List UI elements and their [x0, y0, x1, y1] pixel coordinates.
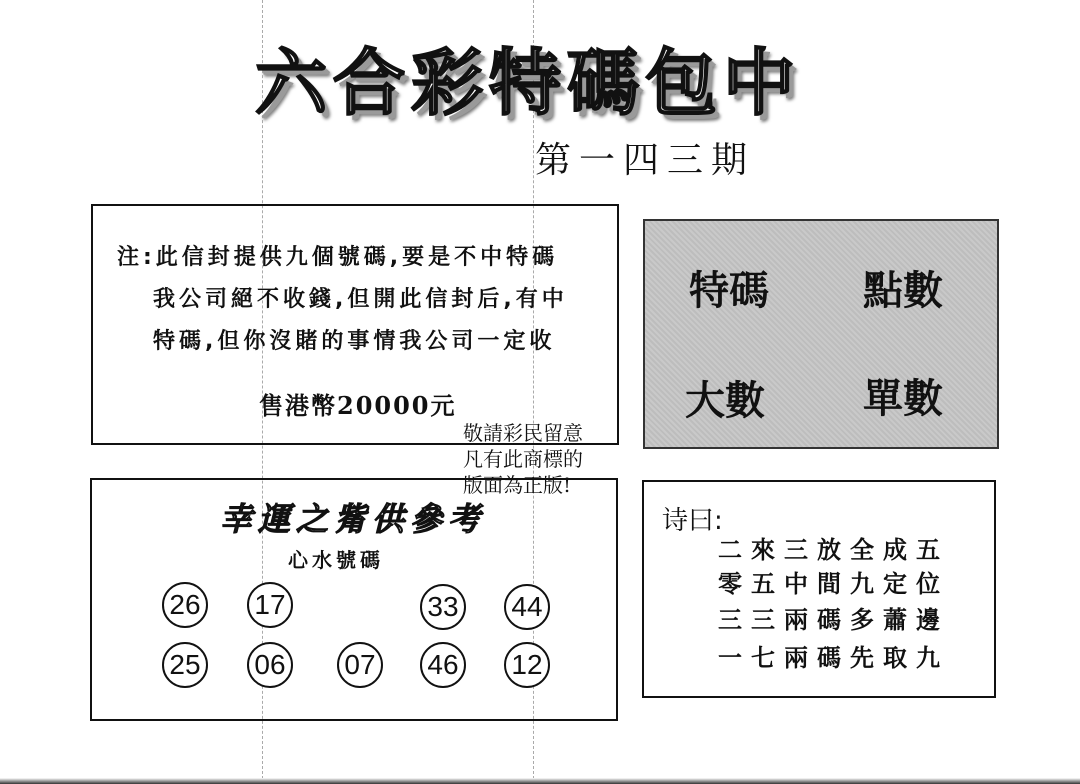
poem-line-1: 二來三放全成五: [718, 535, 949, 564]
number-ball: 12: [504, 642, 550, 688]
category-points: 點數: [863, 268, 943, 314]
poem-label: 诗曰:: [662, 506, 723, 536]
poem-line-2: 零五中間九定位: [718, 569, 949, 598]
category-odd: 單數: [863, 376, 943, 422]
number-ball: 25: [162, 642, 208, 688]
poem-box: [642, 480, 996, 698]
number-ball: 26: [162, 582, 208, 628]
number-ball: 06: [247, 642, 293, 688]
stamp-line-3: 版面為正版!: [463, 473, 572, 497]
note-line-1: 注:此信封提供九個號碼,要是不中特碼: [117, 245, 559, 270]
category-box: [643, 219, 999, 449]
stamp-line-2: 凡有此商標的: [463, 447, 583, 471]
number-ball: 44: [504, 584, 550, 630]
poem-line-4: 一七兩碼先取九: [718, 643, 949, 672]
category-special-number: 特碼: [689, 268, 769, 314]
price-text: 售港幣20000元: [259, 391, 457, 420]
lucky-subtitle: 心水號碼: [288, 548, 384, 572]
note-box: [91, 204, 619, 445]
number-ball: 07: [337, 642, 383, 688]
note-line-3: 特碼,但你沒賭的事情我公司一定收: [153, 329, 556, 354]
lucky-numbers-box: [90, 478, 618, 721]
lucky-title: 幸運之觜供參考: [220, 500, 487, 538]
number-ball: 33: [420, 584, 466, 630]
note-line-2: 我公司絕不收錢,但開此信封后,有中: [153, 287, 568, 312]
number-ball: 46: [420, 642, 466, 688]
scan-edge: [0, 778, 1080, 784]
category-big: 大數: [685, 378, 765, 424]
issue-number: 第一四三期: [535, 140, 756, 181]
main-title: 六合彩特碼包中: [255, 40, 802, 125]
stamp-line-1: 敬請彩民留意: [463, 421, 583, 445]
number-ball: 17: [247, 582, 293, 628]
poem-line-3: 三三兩碼多蕭邊: [718, 605, 949, 634]
